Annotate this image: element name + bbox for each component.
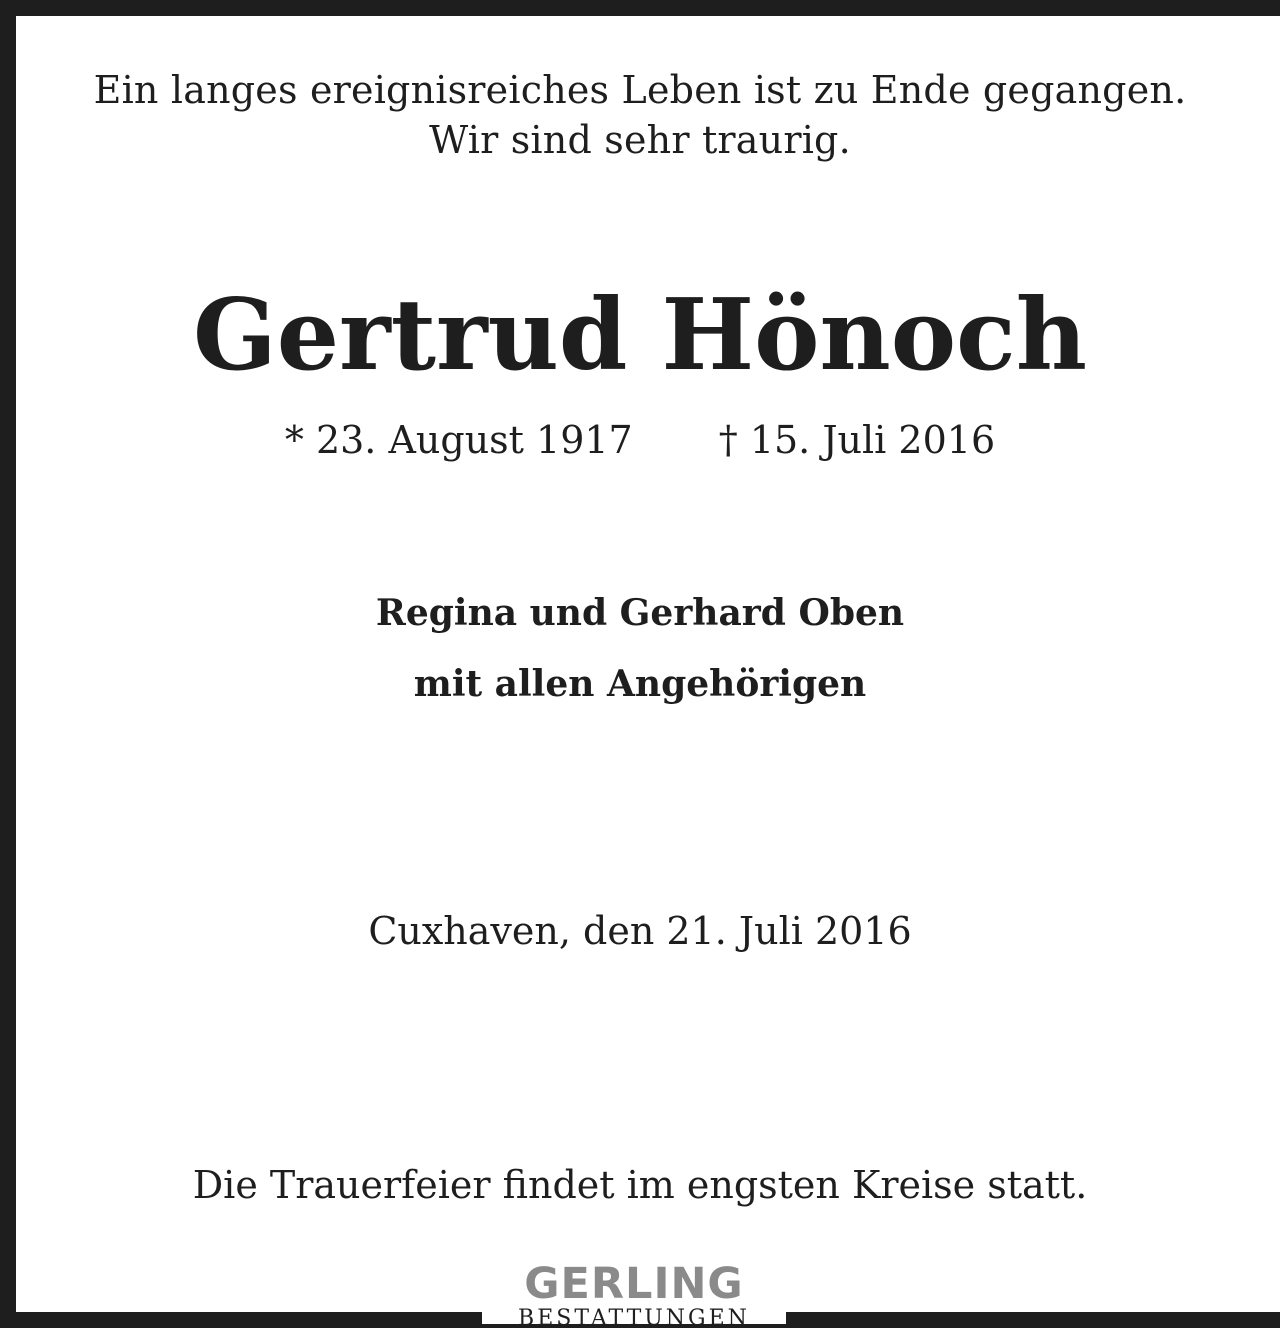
life-dates xyxy=(0,415,1280,465)
survivors-line-2: mit allen Angehörigen xyxy=(413,663,867,705)
logo-name: GERLING xyxy=(524,1259,744,1309)
intro-line-2: Wir sind sehr traurig. xyxy=(429,118,851,162)
place-and-date: Cuxhaven, den 21. Juli 2016 xyxy=(368,909,912,953)
deceased-name: Gertrud Hönoch xyxy=(193,278,1087,393)
funeral-home-logo xyxy=(482,1259,786,1331)
death-date: † 15. Juli 2016 xyxy=(718,418,996,462)
intro-line-1: Ein langes ereignisreiches Leben ist zu Ende gegangen. xyxy=(93,68,1187,112)
birth-date: * 23. August 1917 xyxy=(284,418,633,462)
ceremony-note: Die Trauerfeier findet im engsten Kreise statt. xyxy=(192,1163,1088,1207)
logo-subtitle: BESTATTUNGEN xyxy=(518,1306,750,1331)
survivors-line-1: Regina und Gerhard Oben xyxy=(375,592,905,634)
